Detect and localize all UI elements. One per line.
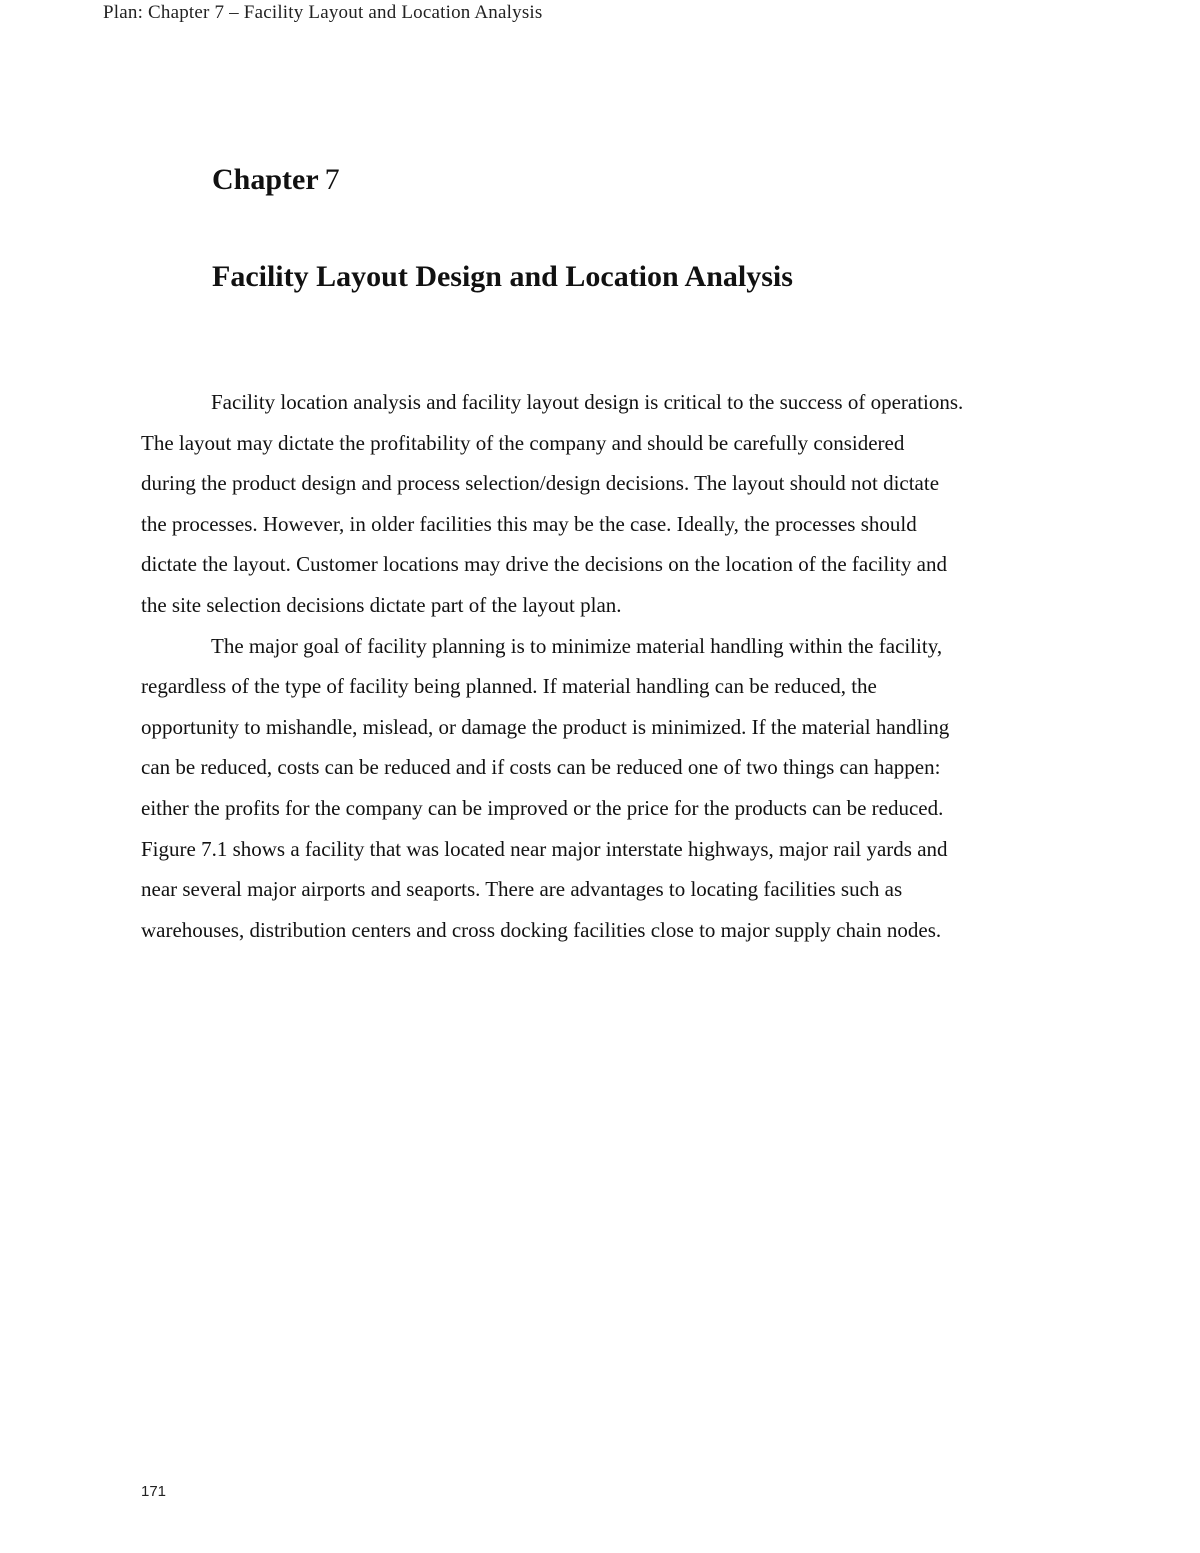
body-text (141, 382, 1071, 950)
paragraph-line: opportunity to mishandle, mislead, or damage the product is minimized. If the material handling (141, 714, 950, 739)
paragraph-line: near several major airports and seaports. There are advantages to locating facilities such as (141, 877, 903, 902)
paragraph-line: The layout may dictate the profitability of the company and should be carefully considered (141, 430, 905, 455)
paragraph-line: can be reduced, costs can be reduced and if costs can be reduced one of two things can happen: (141, 755, 941, 780)
paragraph-line: dictate the layout. Customer locations may drive the decisions on the location of the facility and (141, 552, 947, 577)
paragraph-line: during the product design and process selection/design decisions. The layout should not dictate (141, 471, 940, 496)
paragraph-2 (141, 626, 1071, 951)
paragraph-line: Facility location analysis and facility layout design is critical to the success of operations. (211, 390, 964, 414)
paragraph-line: warehouses, distribution centers and cross docking facilities close to major supply chain nodes. (141, 917, 942, 942)
paragraph-1 (141, 382, 1071, 626)
paragraph-line: either the profits for the company can be improved or the price for the products can be reduced. (141, 795, 944, 820)
page-number: 171 (141, 1483, 167, 1500)
chapter-title: Facility Layout Design and Location Analysis (212, 260, 793, 293)
chapter-word: Chapter (212, 163, 319, 196)
paragraph-line: Figure 7.1 shows a facility that was located near major interstate highways, major rail yards and (141, 836, 948, 861)
paragraph-line: The major goal of facility planning is to minimize material handling within the facility, (211, 633, 943, 658)
paragraph-line: the processes. However, in older facilities this may be the case. Ideally, the processes should (141, 511, 917, 536)
running-header: Plan: Chapter 7 – Facility Layout and Location Analysis (103, 2, 543, 23)
chapter-number: 7 (324, 163, 340, 196)
chapter-label (212, 163, 340, 197)
paragraph-line: regardless of the type of facility being planned. If material handling can be reduced, the (141, 674, 877, 699)
paragraph-line: the site selection decisions dictate part of the layout plan. (141, 592, 622, 617)
